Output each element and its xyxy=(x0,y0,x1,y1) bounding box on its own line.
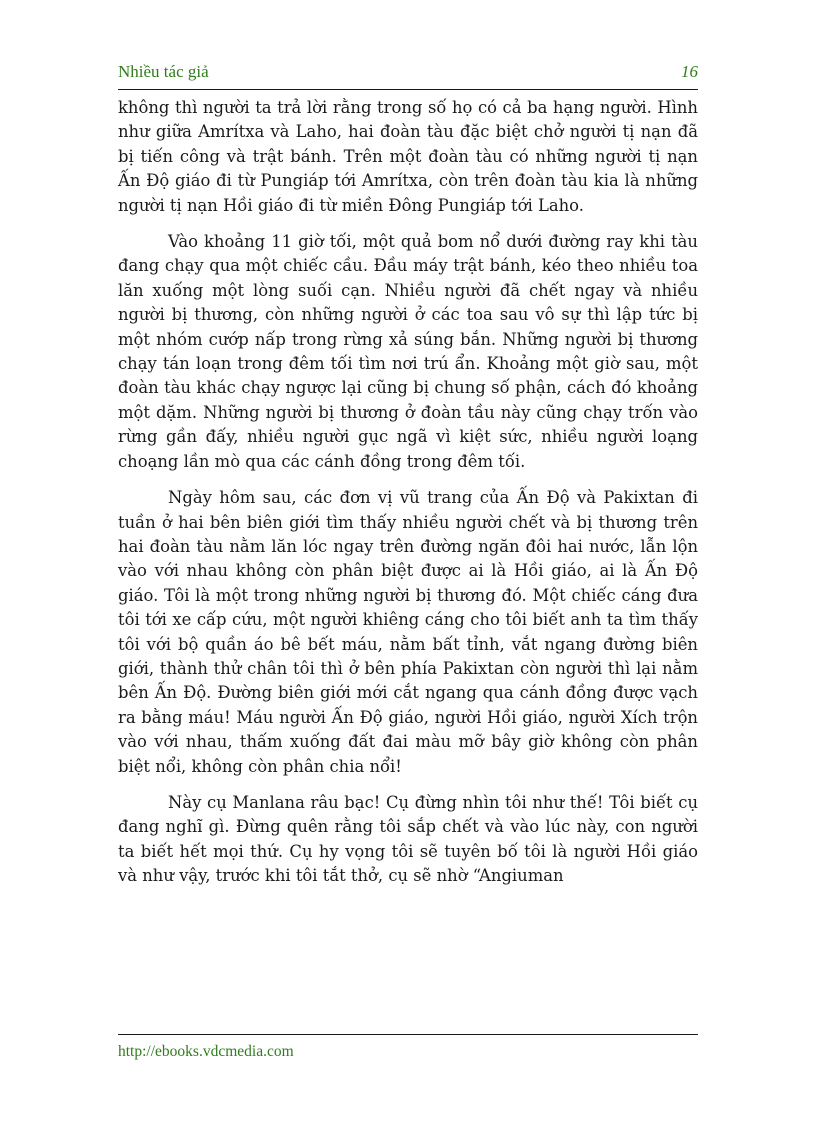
page-body xyxy=(118,96,698,901)
page-number: 16 xyxy=(681,62,698,81)
paragraph-3: Ngày hôm sau, các đơn vị vũ trang của Ấn Độ và Pakixtan đi tuần ở hai bên biên giới tìm thấy nhiều người chết và bị thương trên hai đoàn tàu nằm lăn lóc ngay trên đường ngăn đôi hai nước, lẫn lộn vào với nhau không còn phân biệt được ai là Hồi giáo, ai là Ấn Độ giáo. Tôi là một trong những người bị thương đó. Một chiếc cáng đưa tôi tới xe cấp cứu, một người khiêng cáng cho tôi biết anh ta tìm thấy tôi với bộ quần áo bê bết máu, nằm bất tỉnh, vắt ngang đường biên giới, thành thử chân tôi thì ở bên phía Pakixtan còn người thì lại nằm bên Ấn Độ. Đường biên giới mới cắt ngang qua cánh đồng được vạch ra bằng máu! Máu người Ấn Độ giáo, người Hồi giáo, người Xích trộn vào với nhau, thấm xuống đất đai màu mỡ bây giờ không còn phân biệt nổi, không còn phân chia nổi! xyxy=(118,488,698,776)
footer-url-link[interactable]: http://ebooks.vdcmedia.com xyxy=(118,1043,294,1060)
header-divider xyxy=(118,89,698,90)
paragraph-4: Này cụ Manlana râu bạc! Cụ đừng nhìn tôi như thế! Tôi biết cụ đang nghĩ gì. Đừng quên rằng tôi sắp chết và vào lúc này, con người ta biết hết mọi thứ. Cụ hy vọng tôi sẽ tuyên bố tôi là người Hồi giáo và như vậy, trước khi tôi tắt thở, cụ sẽ nhờ “Angiuman xyxy=(118,792,698,886)
paragraph-1: không thì người ta trả lời rằng trong số họ có cả ba hạng người. Hình như giữa Amrítxa và Laho, hai đoàn tàu đặc biệt chở người tị nạn đã bị tiến công và trật bánh. Trên một đoàn tàu có những người tị nạn Ấn Độ giáo đi từ Pungiáp tới Amrítxa, còn trên đoàn tàu kia là những người tị nạn Hồi giáo đi từ miền Đông Pungiáp tới Laho. xyxy=(118,98,698,215)
page-header xyxy=(118,62,698,86)
footer-divider xyxy=(118,1034,698,1035)
book-title: Nhiều tác giả xyxy=(118,62,209,81)
paragraph-2: Vào khoảng 11 giờ tối, một quả bom nổ dưới đường ray khi tàu đang chạy qua một chiếc cầu. Đầu máy trật bánh, kéo theo nhiều toa lăn xuống một lòng suối cạn. Nhiều người đã chết ngay và nhiều người bị thương, còn những người ở các toa sau vô sự thì lập tức bị một nhóm cướp nấp trong rừng xả súng bắn. Những người bị thương chạy tán loạn trong đêm tối tìm nơi trú ẩn. Khoảng một giờ sau, một đoàn tàu khác chạy ngược lại cũng bị chung số phận, cách đó khoảng một dặm. Những người bị thương ở đoàn tầu này cũng chạy trốn vào rừng gần đấy, nhiều người gục ngã vì kiệt sức, nhiều người loạng choạng lần mò qua các cánh đồng trong đêm tối. xyxy=(118,232,698,471)
